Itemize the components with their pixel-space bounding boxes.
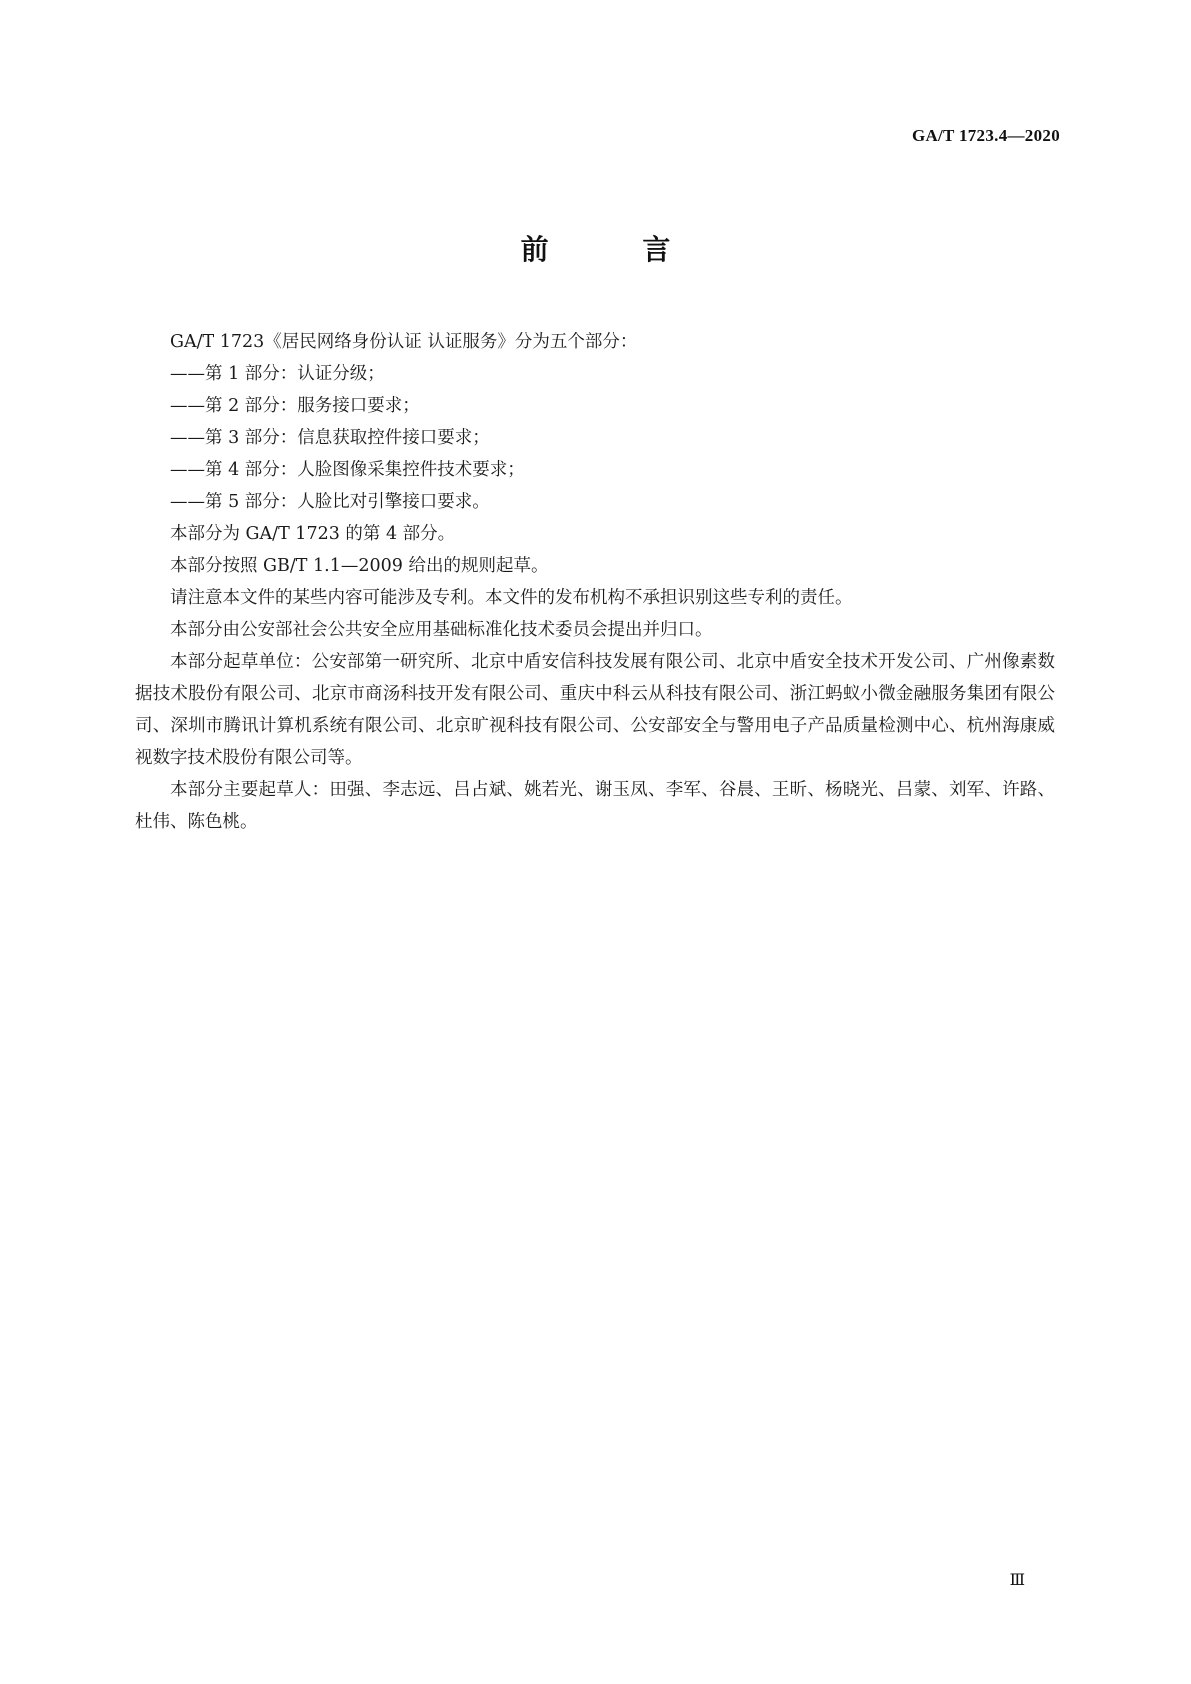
list-item-part-5: ——第 5 部分：人脸比对引擎接口要求。	[170, 492, 490, 512]
foreword-body	[135, 326, 1055, 838]
list-item-part-4: ——第 4 部分：人脸图像采集控件技术要求；	[170, 460, 525, 480]
paragraph-this-part: 本部分为 GA/T 1723 的第 4 部分。	[170, 524, 456, 544]
paragraph-proposer: 本部分由公安部社会公共安全应用基础标准化技术委员会提出并归口。	[170, 620, 713, 640]
list-item-part-2: ——第 2 部分：服务接口要求；	[170, 396, 420, 416]
paragraph-patent-notice: 请注意本文件的某些内容可能涉及专利。本文件的发布机构不承担识别这些专利的责任。	[170, 588, 853, 608]
list-item-part-1: ——第 1 部分：认证分级；	[170, 364, 385, 384]
paragraph-drafting-rules: 本部分按照 GB/T 1.1—2009 给出的规则起草。	[170, 556, 549, 576]
paragraph-drafters: 本部分主要起草人：田强、李志远、吕占斌、姚若光、谢玉凤、李军、谷晨、王昕、杨晓光、吕蒙、刘军、许路、杜伟、陈色桃。	[135, 780, 1055, 832]
paragraph-parts-intro: GA/T 1723《居民网络身份认证 认证服务》分为五个部分：	[170, 332, 638, 352]
standard-code: GA/T 1723.4—2020	[911, 126, 1060, 145]
page-number: Ⅲ	[1009, 1572, 1025, 1589]
page-title: 前 言	[520, 233, 713, 266]
list-item-part-3: ——第 3 部分：信息获取控件接口要求；	[170, 428, 490, 448]
paragraph-drafting-units: 本部分起草单位：公安部第一研究所、北京中盾安信科技发展有限公司、北京中盾安全技术开发公司、广州像素数据技术股份有限公司、北京市商汤科技开发有限公司、重庆中科云从科技有限公司、浙江蚂蚁小微金融服务集团有限公司、深圳市腾讯计算机系统有限公司、北京旷视科技有限公司、公安部安全与警用电子产品质量检测中心、杭州海康威视数字技术股份有限公司等。	[135, 652, 1055, 768]
